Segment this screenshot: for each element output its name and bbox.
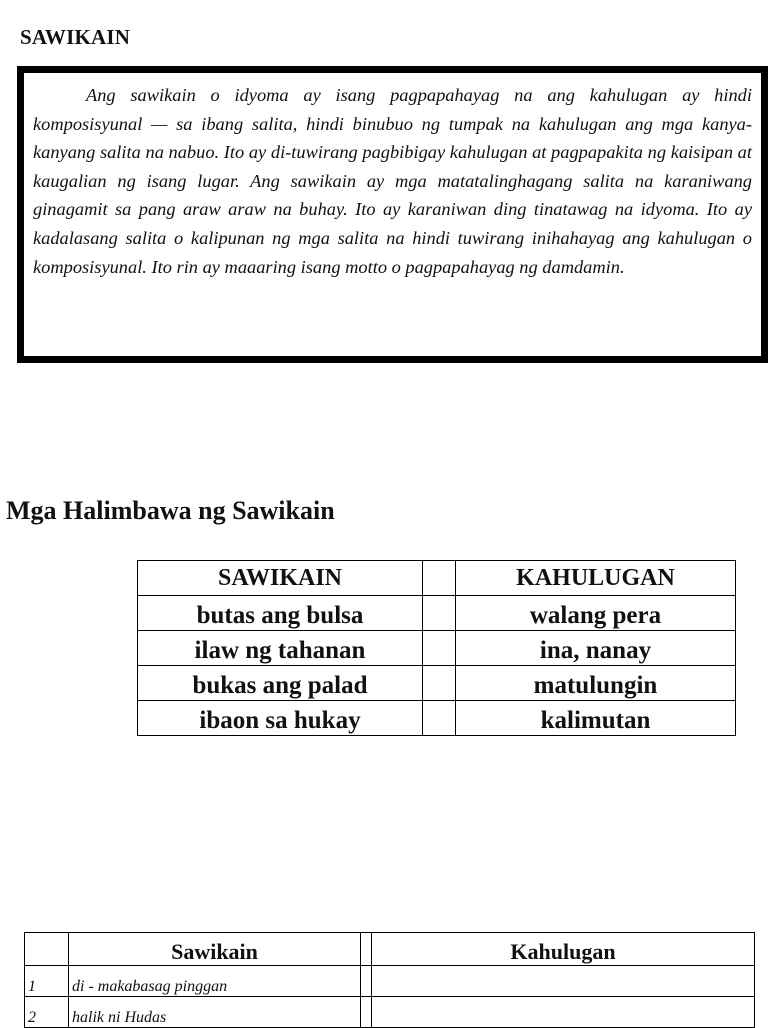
definition-box [17,66,768,363]
table-row [25,997,755,1028]
spacer-cell [423,666,456,701]
kahulugan-cell: matulungin [456,666,736,701]
number-header-cell [25,933,69,966]
page-title: SAWIKAIN [20,25,131,49]
examples-table [137,560,736,736]
examples-heading: Mga Halimbawa ng Sawikain [6,496,335,525]
examples-header-row [138,561,736,596]
kahulugan-answer-cell[interactable] [372,997,755,1028]
table-row [138,631,736,666]
spacer-cell [423,631,456,666]
sawikain-cell: ilaw ng tahanan [138,631,423,666]
sawikain-cell: butas ang bulsa [138,596,423,631]
exercise-table [24,932,755,1028]
sawikain-cell: di - makabasag pinggan [69,966,361,997]
spacer-cell [423,561,456,596]
kahulugan-answer-cell[interactable] [372,966,755,997]
row-number: 2 [25,997,69,1028]
sawikain-cell: bukas ang palad [138,666,423,701]
exercise-header-row [25,933,755,966]
kahulugan-cell: ina, nanay [456,631,736,666]
header-kahulugan: Kahulugan [372,933,755,966]
spacer-cell [361,997,372,1028]
table-row [138,701,736,736]
kahulugan-cell: walang pera [456,596,736,631]
kahulugan-cell: kalimutan [456,701,736,736]
header-kahulugan: KAHULUGAN [456,561,736,596]
spacer-cell [423,596,456,631]
table-row [138,596,736,631]
spacer-cell [361,966,372,997]
row-number: 1 [25,966,69,997]
spacer-cell [361,933,372,966]
sawikain-cell: halik ni Hudas [69,997,361,1028]
header-sawikain: Sawikain [69,933,361,966]
sawikain-cell: ibaon sa hukay [138,701,423,736]
header-sawikain: SAWIKAIN [138,561,423,596]
table-row [25,966,755,997]
definition-text: Ang sawikain o idyoma ay isang pagpapahayag na ang kahulugan ay hindi komposisyunal — sa ibang salita, hindi binubuo ng tumpak na kahulugan ang mga kanya-kanyang salita na nabuo. Ito ay di-tuwirang pagbibigay kahulugan at pagpapakita ng kaisipan at kaugalian ng isang lugar. Ang sawikain ay mga matatalinghagang salita na karaniwang ginagamit sa pang araw araw na buhay. Ito ay karaniwan ding tinatawag na idyoma. Ito ay kadalasang salita o kalipunan ng mga salita na hindi tuwirang inihahayag ang kahulugan o komposisyunal. Ito rin ay maaaring isang motto o pagpapahayag ng damdamin. [33,85,752,277]
table-row [138,666,736,701]
spacer-cell [423,701,456,736]
